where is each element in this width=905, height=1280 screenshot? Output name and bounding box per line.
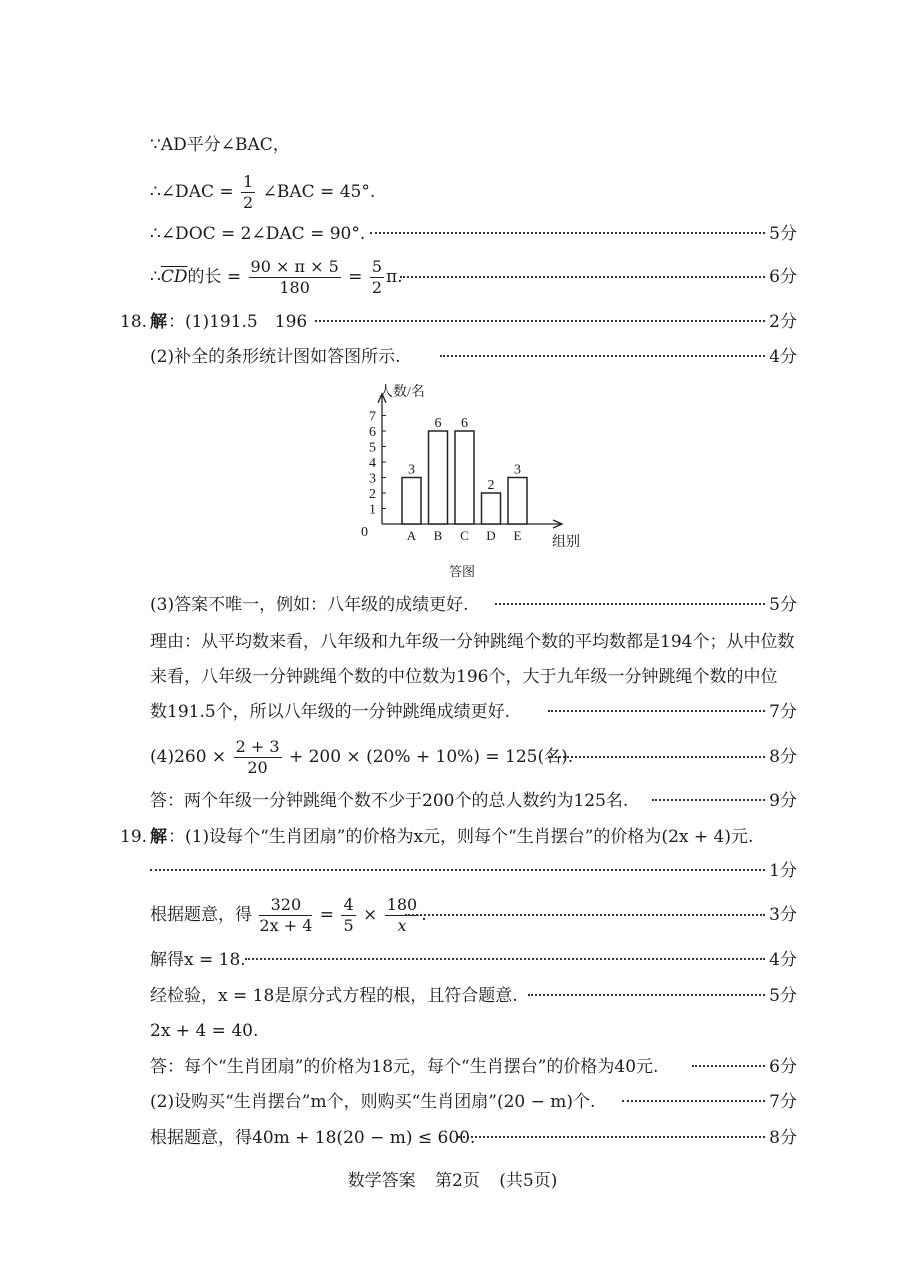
x-tick-label: E: [513, 528, 522, 543]
leader-dots: [315, 320, 765, 322]
score: 7分: [769, 1092, 797, 1112]
q19-score1: [0, 856, 905, 886]
y-tick-label: 2: [369, 487, 376, 502]
x-tick-label: C: [460, 528, 469, 543]
score: 5分: [769, 224, 797, 244]
y-tick-label: 1: [369, 502, 376, 518]
text: 根据题意，得40m + 18(20 − m) ≤ 600.: [150, 1128, 476, 1148]
leader-dots: [405, 914, 765, 916]
score: 2分: [769, 312, 797, 332]
y-tick-label: 4: [369, 456, 376, 471]
score: 1分: [769, 861, 797, 881]
text: 来看，八年级一分钟跳绳个数的中位数为196个，大于九年级一分钟跳绳个数的中位: [150, 667, 778, 687]
arc-cd: $\overline{CD}$: [160, 267, 188, 287]
text: ：(1)设每个“生肖团扇”的价格为x元，则每个“生肖摆台”的价格为(2x + 4)元.: [168, 827, 754, 847]
leader-dots: [528, 994, 765, 996]
q18-part2: [0, 342, 905, 372]
text: (2)设购买“生肖摆台”m个，则购买“生肖团扇”(20 − m)个.: [150, 1092, 596, 1112]
bar-chart: [340, 376, 600, 586]
question-number: 19.: [120, 827, 148, 847]
text: ∠BAC = 45°.: [262, 182, 376, 202]
score: 9分: [769, 791, 797, 811]
x-tick-label: A: [406, 528, 417, 543]
x-axis-label: 组别: [552, 535, 580, 550]
leader-dots: [440, 355, 765, 357]
fraction: $\frac{320}{2x + 4}$: [259, 895, 313, 935]
score: 7分: [769, 702, 797, 722]
text: 经检验，x = 18是原分式方程的根，且符合题意.: [150, 986, 518, 1006]
bar-value-label: 3: [514, 462, 521, 478]
solution-label: 解: [150, 312, 167, 332]
x-tick-label: B: [433, 528, 443, 543]
q19-equation: 根据题意，得 $\frac{320}{2x + 4}$ = $\frac{4}{5}$ × $\frac{180}{x}$ . 3分: [150, 895, 797, 935]
leader-dots: [458, 1136, 765, 1138]
text: 2x + 4 = 40.: [150, 1021, 259, 1041]
q18-reason-3: [0, 697, 905, 727]
text: ∴∠DOC = 2∠DAC = 90°.: [150, 224, 366, 244]
q18-part3: [0, 590, 905, 620]
y-tick-label: 3: [369, 471, 376, 487]
text: ：(1)191.5 196: [168, 312, 308, 332]
score: 4分: [769, 950, 797, 970]
text: (2)补全的条形统计图如答图所示.: [150, 347, 401, 367]
leader-dots: [245, 958, 765, 960]
q19-inequality: [0, 1123, 905, 1153]
leader-dots: [548, 710, 765, 712]
q19-part2: [0, 1087, 905, 1117]
bar-E: [508, 478, 527, 525]
bar-C: [455, 431, 474, 524]
bar-value-label: 2: [487, 478, 495, 493]
text: 答：两个年级一分钟跳绳个数不少于200个的总人数约为125名.: [150, 791, 629, 811]
line-arc-length: $\therefore\overline{CD}$的长 = $\frac{90 \times \pi \times 5}{180}$ = $\frac{5}{2}$ π. 6分: [150, 257, 797, 297]
leader-dots: [652, 799, 765, 801]
text: 理由：从平均数来看，八年级和九年级一分钟跳绳个数的平均数都是194个；从中位数: [150, 632, 795, 652]
q19-part1: [0, 822, 905, 852]
score: 8分: [769, 1128, 797, 1148]
footer-subject: 数学答案: [347, 1171, 416, 1191]
leader-dots: [370, 232, 765, 234]
fraction: $\frac{90 \times \pi \times 5}{180}$: [250, 257, 339, 297]
q18-part1: [0, 307, 905, 337]
q18-answer: [0, 786, 905, 816]
score: 4分: [769, 347, 797, 367]
score: 8分: [769, 747, 797, 767]
fraction: $\frac{5}{2}$: [371, 257, 382, 297]
leader-dots: [150, 869, 765, 871]
q19-answer: [0, 1052, 905, 1082]
bar-value-label: 3: [408, 462, 415, 478]
bar-A: [402, 478, 421, 525]
q19-calc: [0, 1016, 905, 1046]
bar-value-label: 6: [434, 416, 442, 431]
y-tick-label: 6: [369, 425, 376, 440]
bar-value-label: 6: [461, 416, 468, 431]
leader-dots: [622, 1100, 765, 1102]
fraction: $\frac{180}{x}$: [386, 895, 418, 935]
fraction: $\frac{4}{5}$: [343, 895, 354, 935]
text: ∴∠DAC =: [150, 182, 234, 202]
text: 答：每个“生肖团扇”的价格为18元，每个“生肖摆台”的价格为40元.: [150, 1057, 659, 1077]
line-doc: [0, 219, 905, 249]
text: ∵AD平分∠BAC，: [150, 135, 290, 155]
leader-dots: [495, 603, 765, 605]
q19-check: [0, 981, 905, 1011]
leader-dots: [548, 756, 765, 758]
footer-total: (共5页): [499, 1171, 558, 1191]
chart-caption: 答图: [448, 564, 476, 579]
leader-dots: [400, 276, 765, 278]
q18-part4: (4)260 × $\frac{2 + 3}{20}$ + 200 × (20% + 10%) = 125(名). 8分: [150, 737, 797, 777]
score: 5分: [769, 986, 797, 1006]
line-dac: [0, 172, 905, 212]
q19-solve: [0, 945, 905, 975]
fraction: $\frac{1}{2}$: [243, 172, 254, 212]
score: 6分: [769, 1057, 797, 1077]
score: 5分: [769, 595, 797, 615]
page-footer: [0, 1166, 905, 1191]
question-number: 18.: [120, 312, 148, 332]
text: 数191.5个，所以八年级的一分钟跳绳成绩更好.: [150, 702, 511, 722]
bar-B: [429, 431, 448, 524]
x-tick-label: D: [486, 528, 496, 543]
text: 解得x = 18.: [150, 950, 246, 970]
fraction: $\frac{2 + 3}{20}$: [235, 737, 280, 777]
y-tick-label: 7: [369, 409, 376, 425]
q18-reason-1: [0, 627, 905, 657]
text: (3)答案不唯一，例如：八年级的成绩更好.: [150, 595, 469, 615]
leader-dots: [692, 1065, 765, 1067]
score: 3分: [769, 905, 797, 925]
footer-page: 第2页: [435, 1171, 480, 1191]
y-tick-label: 5: [369, 440, 376, 456]
y-axis-label: 人数/名: [379, 385, 425, 400]
q18-reason-2: [0, 662, 905, 692]
solution-label: 解: [150, 827, 167, 847]
y-tick-label: 0: [361, 525, 368, 540]
score: 6分: [769, 267, 797, 287]
line-ad-bisects: [0, 130, 905, 160]
bar-D: [482, 493, 501, 524]
